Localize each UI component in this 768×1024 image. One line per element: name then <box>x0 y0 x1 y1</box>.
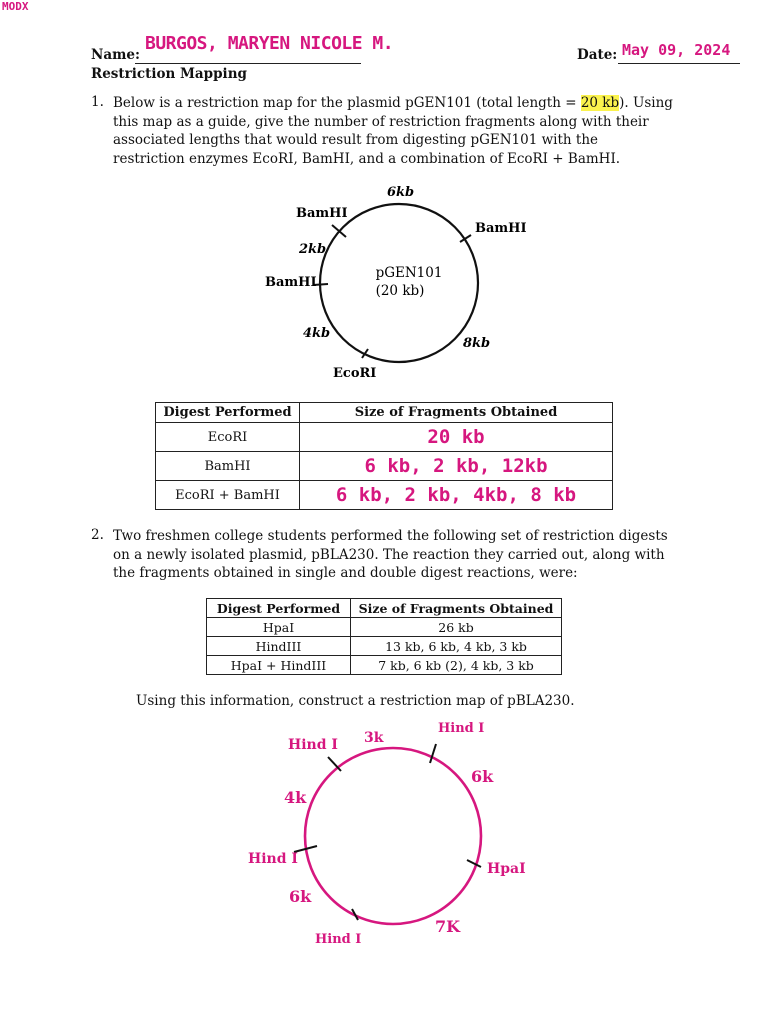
digest-cell: HpaI <box>207 618 351 637</box>
label-6kb: 6kb <box>387 185 415 200</box>
name-label: Name: <box>91 47 140 63</box>
question-2-text: Two freshmen college students performed the following set of restriction digests on a newly isolated plasmid, pBLA230. The reaction they carried out, along with the fragments obtained in single and double digest reactions, were: <box>113 528 668 581</box>
label-bamhi-left: BamHI <box>265 275 317 290</box>
date-label: Date: <box>577 47 618 63</box>
fragments-cell: 13 kb, 6 kb, 4 kb, 3 kb <box>351 637 562 656</box>
plasmid-name: pGEN101 <box>375 265 443 281</box>
label-6k-left: 6k <box>289 887 312 906</box>
date-value[interactable]: May 09, 2024 <box>622 41 731 59</box>
label-7k: 7K <box>435 917 461 936</box>
label-bamhi-right: BamHI <box>475 221 527 236</box>
question-2-number: 2. <box>91 527 104 543</box>
label-6k-right: 6k <box>471 767 494 786</box>
label-hind-bottom: Hind I <box>315 932 362 947</box>
hpai-tick <box>467 860 481 867</box>
digest-cell: HpaI + HindIII <box>207 656 351 675</box>
fragments-cell: 26 kb <box>351 618 562 637</box>
label-hind-top-right: Hind I <box>438 721 485 736</box>
label-2kb: 2kb <box>299 242 327 257</box>
q1-text-before: Below is a restriction map for the plasmid pGEN101 (total length = <box>113 95 581 111</box>
label-hind-top-left: Hind I <box>288 737 338 753</box>
label-hpai: HpaI <box>487 861 526 877</box>
header-digest: Digest Performed <box>207 599 351 618</box>
label-bamhi-top-left: BamHI <box>296 206 348 221</box>
answer-cell[interactable]: 20 kb <box>300 423 613 452</box>
question-1-number: 1. <box>91 94 104 110</box>
digest-cell: EcoRI + BamHI <box>156 481 300 510</box>
header-fragments: Size of Fragments Obtained <box>300 403 613 423</box>
label-3k: 3k <box>364 730 384 746</box>
header-fragments: Size of Fragments Obtained <box>351 599 562 618</box>
digest-cell: BamHI <box>156 452 300 481</box>
fragments-cell: 7 kb, 6 kb (2), 4 kb, 3 kb <box>351 656 562 675</box>
pbla230-circle <box>305 748 481 924</box>
label-ecori: EcoRI <box>333 366 377 381</box>
q2-instruction: Using this information, construct a restriction map of pBLA230. <box>136 693 575 709</box>
answer-cell[interactable]: 6 kb, 2 kb, 4kb, 8 kb <box>300 481 613 510</box>
label-hind-left: Hind I <box>248 851 298 867</box>
answer-cell[interactable]: 6 kb, 2 kb, 12kb <box>300 452 613 481</box>
name-value[interactable]: BURGOS, MARYEN NICOLE M. <box>145 33 394 54</box>
section-title: Restriction Mapping <box>91 66 247 82</box>
corner-mark: MODX <box>2 0 29 13</box>
digest-cell: EcoRI <box>156 423 300 452</box>
digest-cell: HindIII <box>207 637 351 656</box>
label-4kb: 4kb <box>303 326 331 341</box>
label-8kb: 8kb <box>463 336 491 351</box>
plasmid-size: (20 kb) <box>375 283 425 299</box>
label-4k: 4k <box>284 788 307 807</box>
q1-highlight: 20 kb <box>580 95 620 111</box>
q1-text-after: ). Using this map as a guide, give the number of restriction fragments along with their associated lengths that would result from digesting pGEN101 with the restriction enzymes EcoRI, BamHI, and a combination of EcoRI + BamHI. <box>113 95 673 167</box>
header-digest: Digest Performed <box>156 403 300 423</box>
